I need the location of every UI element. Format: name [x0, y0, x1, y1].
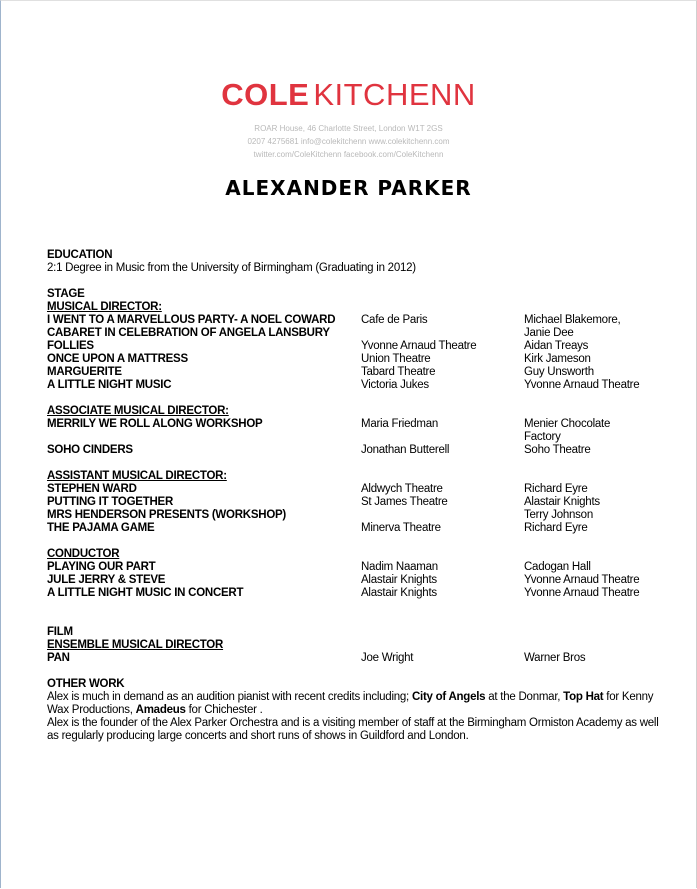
credit-row	[47, 366, 667, 379]
contact-line: 0207 4275681 info@colekitchenn www.colekitchenn.com	[247, 137, 450, 146]
credit-venue-or-director: Cafe de Paris	[361, 314, 428, 326]
credit-venue-or-director	[361, 509, 524, 522]
credit-venue-or-director: Joe Wright	[361, 652, 414, 664]
stage-heading: STAGE	[47, 288, 85, 300]
agency-logo	[0, 78, 697, 112]
candidate-name: ALEXANDER PARKER	[225, 176, 472, 200]
credit-venue-or-director: Jonathan Butterell	[361, 444, 450, 456]
credit-production: SOHO CINDERS	[47, 444, 133, 456]
credit-director-or-venue: Cadogan Hall	[524, 561, 591, 573]
address-line: ROAR House, 46 Charlotte Street, London W1T 2GS	[254, 124, 443, 133]
credit-list	[47, 483, 667, 535]
cv-body	[47, 249, 667, 743]
credit-director-or-venue: Kirk Jameson	[524, 353, 591, 365]
credit-venue-or-director: Tabard Theatre	[361, 366, 436, 378]
credit-production: STEPHEN WARD	[47, 483, 137, 495]
credit-director-or-venue: Alastair Knights	[524, 496, 600, 508]
credit-production: JULE JERRY & STEVE	[47, 574, 166, 586]
credit-row	[47, 587, 667, 600]
credit-list	[47, 314, 667, 392]
credit-row	[47, 522, 667, 535]
musical-director-heading: MUSICAL DIRECTOR:	[47, 301, 162, 313]
credit-production: MRS HENDERSON PRESENTS (WORKSHOP)	[47, 509, 287, 521]
credit-venue-or-director: Alastair Knights	[361, 574, 437, 586]
credit-venue-or-director: St James Theatre	[361, 496, 448, 508]
assistant-heading: ASSISTANT MUSICAL DIRECTOR:	[47, 470, 227, 482]
credit-production: A LITTLE NIGHT MUSIC IN CONCERT	[47, 587, 244, 599]
credit-director-or-venue: Aidan Treays	[524, 340, 589, 352]
credit-row	[47, 574, 667, 587]
credit-director-or-venue: Yvonne Arnaud Theatre	[524, 587, 640, 599]
credit-production: MARGUERITE	[47, 366, 122, 378]
credit-list	[47, 652, 667, 665]
credit-list	[47, 418, 667, 457]
credit-row	[47, 444, 667, 457]
credit-production: MERRILY WE ROLL ALONG WORKSHOP	[47, 418, 263, 430]
credit-production: THE PAJAMA GAME	[47, 522, 155, 534]
credit-director-or-venue: Yvonne Arnaud Theatre	[524, 574, 640, 586]
credit-row	[47, 379, 667, 392]
credit-row	[47, 418, 667, 444]
conductor-heading: CONDUCTOR	[47, 548, 120, 560]
credit-venue-or-director: Maria Friedman	[361, 418, 439, 430]
credit-venue-or-director: Union Theatre	[361, 353, 431, 365]
education-heading: EDUCATION	[47, 249, 113, 261]
credit-production: I WENT TO A MARVELLOUS PARTY- A NOEL COWARD	[47, 314, 336, 326]
credit-director-or-venue: Janie Dee	[524, 327, 574, 339]
logo-light: KITCHENN	[313, 77, 476, 112]
ensemble-heading: ENSEMBLE MUSICAL DIRECTOR	[47, 639, 224, 651]
credit-production: CABARET IN CELEBRATION OF ANGELA LANSBURY	[47, 327, 330, 339]
credit-production: PLAYING OUR PART	[47, 561, 156, 573]
credit-venue-or-director	[361, 327, 524, 340]
credit-director-or-venue: Soho Theatre	[524, 444, 591, 456]
credit-director-or-venue: Yvonne Arnaud Theatre	[524, 379, 640, 391]
credit-row	[47, 561, 667, 574]
credit-director-or-venue: Guy Unsworth	[524, 366, 594, 378]
logo-bold: COLE	[221, 77, 310, 112]
credit-row	[47, 340, 667, 353]
credit-list	[47, 561, 667, 600]
credit-director-or-venue: Menier Chocolate Factory	[524, 418, 611, 443]
social-line: twitter.com/ColeKitchenn facebook.com/ColeKitchenn	[253, 150, 444, 159]
credit-row	[47, 327, 667, 340]
credit-venue-or-director: Nadim Naaman	[361, 561, 438, 573]
credit-row	[47, 483, 667, 496]
credit-row	[47, 652, 667, 665]
credit-director-or-venue: Richard Eyre	[524, 522, 588, 534]
credit-row	[47, 496, 667, 509]
credit-venue-or-director: Minerva Theatre	[361, 522, 441, 534]
credit-production: PUTTING IT TOGETHER	[47, 496, 174, 508]
credit-production: A LITTLE NIGHT MUSIC	[47, 379, 172, 391]
credit-venue-or-director: Alastair Knights	[361, 587, 437, 599]
education-text: 2:1 Degree in Music from the University of Birmingham (Graduating in 2012)	[47, 262, 416, 274]
credit-director-or-venue: Michael Blakemore,	[524, 314, 621, 326]
credit-director-or-venue: Warner Bros	[524, 652, 586, 664]
credit-director-or-venue: Terry Johnson	[524, 509, 593, 521]
other-work-heading: OTHER WORK	[47, 678, 125, 690]
credit-row	[47, 353, 667, 366]
other-work-paragraph-2: Alex is the founder of the Alex Parker Orchestra and is a visiting member of staff at the Birmingham Ormiston Academy as well as regularly producing large concerts and short runs of shows in Guildford and London.	[47, 717, 659, 742]
agency-address	[0, 122, 697, 161]
other-work-paragraph-1: Alex is much in demand as an audition pianist with recent credits including; City of Angels at the Donmar, Top Hat for Kenny Wax Productions, Amadeus for Chichester .	[47, 691, 654, 716]
credit-director-or-venue: Richard Eyre	[524, 483, 588, 495]
credit-production: FOLLIES	[47, 340, 94, 352]
film-heading: FILM	[47, 626, 73, 638]
credit-production: ONCE UPON A MATTRESS	[47, 353, 188, 365]
credit-row	[47, 509, 667, 522]
credit-venue-or-director: Victoria Jukes	[361, 379, 429, 391]
credit-production: PAN	[47, 652, 70, 664]
credit-row	[47, 314, 667, 327]
credit-venue-or-director: Aldwych Theatre	[361, 483, 443, 495]
credit-venue-or-director: Yvonne Arnaud Theatre	[361, 340, 477, 352]
associate-heading: ASSOCIATE MUSICAL DIRECTOR:	[47, 405, 229, 417]
